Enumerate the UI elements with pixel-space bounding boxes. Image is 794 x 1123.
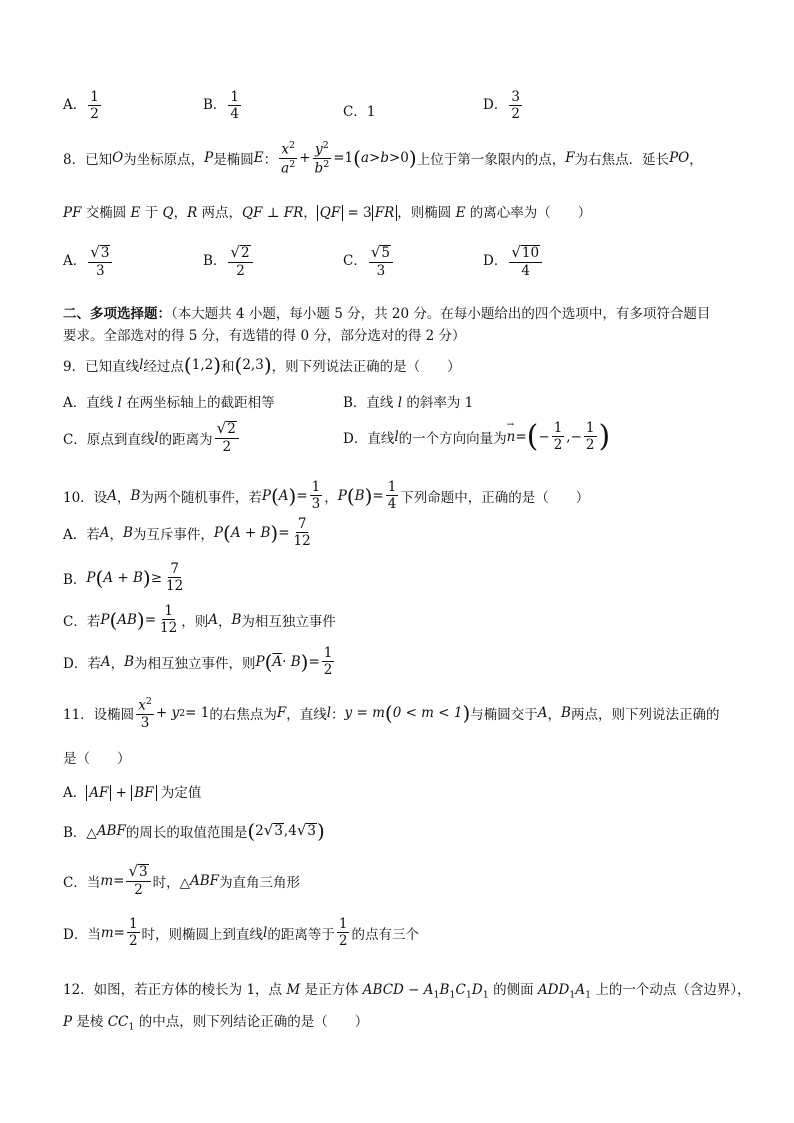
q9-option-a (63, 391, 275, 411)
q11-triangle-abf: ABF (190, 872, 220, 889)
q12-text: 的侧面 (488, 982, 538, 998)
q10-var-a: A (107, 487, 117, 504)
q9-option-d-num2: 1 (585, 420, 595, 436)
q9-option-d-den2: 2 (585, 437, 595, 454)
q9-option-d-text: 的一个方向向量为 (398, 430, 507, 447)
q10-pa-den: 3 (311, 496, 321, 513)
q10-var-a: A (208, 611, 218, 628)
q11-option-a-text: A． (63, 785, 87, 801)
q10-p: P (261, 487, 271, 504)
q9-option-d-num1: 1 (553, 420, 563, 436)
q7-option-d-fraction (509, 90, 522, 121)
q7-option-b (203, 90, 243, 121)
q12-text: 的中点，则下列结论正确的是（ ） (134, 1014, 369, 1030)
q7-option-b-numerator: 1 (230, 89, 240, 105)
q10-option-a-num: 7 (297, 516, 307, 532)
q7-option-a-fraction (88, 90, 101, 121)
q10-option-a-text: 为互斥事件， (132, 526, 214, 543)
q10-text: 下列命题中，正确的是（ ） (400, 489, 590, 506)
q10-pb-num: 1 (387, 479, 397, 495)
q8-text: 的离心率为（ ） (465, 205, 592, 221)
q8-abs-qf: QF (317, 205, 343, 221)
q11-text: ，直线 (286, 707, 327, 724)
q7-option-c (343, 100, 375, 120)
q11-text: 与椭圆交于 (470, 707, 538, 724)
q10-option-a-den: 12 (293, 533, 311, 550)
q11-eq: = (113, 924, 125, 941)
q11-var-m: m (100, 872, 114, 889)
q11-option-c-text: 为直角三角形 (219, 874, 301, 891)
q10-option-d-fraction (322, 646, 335, 677)
q8-option-c-denominator: 3 (376, 262, 386, 279)
q8-text: 为右焦点．延长 (574, 152, 670, 169)
q8-option-b (203, 245, 255, 278)
q10-option-d-complement: $\overline{A}$ (272, 653, 283, 670)
q7-option-d-label: D． (483, 97, 508, 114)
exam-page: A． $\frac{1}{2}$ B． $\frac{1}{4}$ C．1 D． $\frac{3}{2}$ 8．已知 O 为坐标原点， P 是椭圆 E ： $\frac{x^2}{a^2}$ + $\frac{y^2}{b^2}$ =1 ( a > b >0 ) 上位于第一象限内的点， F 为右焦点．延长 PO ， PF 交椭圆 E 于 Q，R 两点，QF ⊥ FR， QF = 3 FR ，则椭圆 E 的离心率为（ ） A． √ 3 3 B． √ 2 2 C． √ 5 3 D． √ 10 4 二、多项选择题：（本大题共 4 小题，每小题 5 分，共 20 分。在每小题给出的四个选项中，有多项符合题目 要求。全部选对的得 5 分，有选错的得 0 分，部分选对的得 2 分） 9．已知直线 l 经过点 ( 1,2 ) 和 ( 2,3 ) ，则下列说法正确的是（ ） A．直线 l 在两坐标轴上的截距相等 B．直线 l 的斜率为 1 C．原点到直线 l 的距离为 √ 2 2 D．直线 l 的一个方向向量为 → n = ( − $\frac{1}{2}$ ,− $\frac{1}{2}$ ) 10．设 A ， B 为两个随机事件，若 P ( A ) = $\frac{1}{3}$ ， P ( B ) = $\frac{1}{4}$ 下列命题中，正确的是（ ） A．若 A ， B 为互斥事件， P ( A + B ) = $\frac{7}{12}$ B． P ( A + B ) ≥ $\frac{7}{12}$ C．若 P ( AB ) = $\frac{1}{12}$ ，则 A ， B 为相互独立事件 D．若 A ， B 为相互独立事件，则 P ( $\overline{A}$ · B ) = $\frac{1}{2}$ 11．设椭圆 $\frac{x^2}{3}$ + y 2 = 1 的右焦点为 F ，直线 l ： y = m ( 0 < m < 1 ) 与椭圆交于 A ， B 两点，则下列说法正确的 是（ ） A． AF + BF 为定值 B．△ ABF 的周长的取值范围是 ( 2 √ 3 ,4 √ 3 ) C．当 m = √ 3 2 时，△ ABF 为直角三角形 D．当 m = $\frac{1}{2}$ 时，则椭圆上到直线 l 的距离等于 $\frac{1}{2}$ 的点有三个 12．如图，若正方体的棱长为 1，点 M 是正方体 ABCD − $A_1B_1C_1D_1$ 的侧面 $ADD_1A_1$ 上的一个动点（含边界）， P 是棱 $CC_1$ 的中点，则下列结论正确的是（ ） (0, 0, 794, 1123)
q8-text: 是椭圆 (213, 152, 254, 169)
q9-option-c-denominator: 2 (222, 438, 232, 455)
q11-var-m: m (100, 924, 114, 941)
q10-option-c-expr: AB (117, 611, 137, 628)
q11-den: 3 (140, 714, 150, 731)
q10-option-a-text: A．若 (63, 526, 100, 543)
section2-desc2: 要求。全部选对的得 5 分，有选错的得 0 分，部分选对的得 2 分） (63, 328, 466, 344)
q9-option-b (343, 391, 473, 411)
q10-option-a-expr: A + B (230, 524, 271, 541)
q8-var: Q (162, 205, 174, 221)
q10-option-d-text: 为相互独立事件，则 (134, 655, 256, 672)
q8-option-d-radicand: 10 (521, 245, 540, 261)
ellipse-y-term: $\frac{y^2}{b^2}$ (314, 140, 330, 177)
q11-eq: = 1 (185, 705, 210, 722)
q10-option-d-text: ， (110, 655, 125, 672)
q11-plus: + (111, 785, 132, 801)
q8-text: = 3 (343, 205, 372, 221)
q7-option-b-denominator: 4 (230, 106, 240, 123)
q9-option-c-fraction: √ 2 2 (215, 421, 239, 454)
q8-option-d-fraction: √ 10 4 (509, 245, 542, 278)
q8-var: R (187, 205, 198, 221)
q11-option-d-den2: 2 (338, 933, 348, 950)
q11-option-d-text: D．当 (63, 926, 101, 943)
q9-option-d: D．直线 l 的一个方向向量为 → n = ( − $\frac{1}{2}$ ,− $\frac{1}{2}$ ) (343, 421, 610, 452)
q11-range-coef: 2 (255, 823, 264, 839)
q9-option-a-text: A．直线 (63, 395, 118, 411)
q11-abs-bf: BF (131, 785, 156, 801)
q11-text: 是（ ） (63, 751, 131, 767)
q11-eq: = (113, 872, 125, 889)
q9-text: ，则下列说法正确的是（ ） (271, 359, 461, 375)
q11-option-d-fraction2 (337, 917, 350, 948)
q10-pa-num: 1 (311, 479, 321, 495)
q10-option-b-expr: A + B (103, 569, 143, 586)
q11-range-rad1: 3 (274, 823, 283, 840)
q12-face-name: ADD (537, 982, 570, 998)
q12-var-m: M (286, 982, 301, 998)
q10-text: ， (324, 489, 338, 506)
q11-option-d-text: 的点有三个 (351, 926, 419, 943)
q11-x: x (138, 697, 146, 714)
q9-option-c-radicand: 2 (227, 421, 236, 437)
q10-p: P (337, 487, 347, 504)
q8-text: 交椭圆 (81, 205, 131, 221)
q12-text: 上的一个动点（含边界）， (591, 982, 751, 998)
q11-var-a: A (537, 705, 548, 722)
q11-option-b-text: B．△ (63, 825, 97, 841)
q9-option-b-text: B．直线 (343, 395, 398, 411)
q11-var-l: l (263, 924, 268, 941)
q8-option-a-radicand: 3 (100, 245, 110, 261)
q8-var-o: O (112, 150, 124, 167)
q10-eq: = (372, 487, 384, 504)
q9-text: 经过点 (143, 359, 184, 375)
q8-text: ， (689, 152, 703, 169)
q8-option-b-label: B． (203, 253, 227, 269)
q11-option-b-text: 的周长的取值范围是 (125, 825, 248, 841)
q11-option-d-text: 的距离等于 (267, 926, 335, 943)
q10-pb-arg: B (354, 487, 365, 504)
q11-text: 11．设椭圆 (63, 707, 135, 724)
section2-desc1: （本大题共 4 小题，每小题 5 分，共 20 分。在每小题给出的四个选项中，有多项符合题目 (171, 306, 711, 322)
q11-range-sep: ,4 (283, 823, 297, 839)
q9-option-d-frac2 (584, 421, 597, 452)
q11-option-c-den: 2 (134, 881, 143, 898)
q11-abs-af: AF (86, 785, 111, 801)
q8-text: ， (303, 205, 317, 221)
q8-option-b-radicand: 2 (240, 245, 250, 261)
q11-triangle-abf: ABF (96, 823, 126, 839)
q10-option-d-num: 1 (323, 645, 333, 661)
q9-point1: 1,2 (191, 357, 214, 373)
q9-option-a-text: 在两坐标轴上的截距相等 (121, 395, 275, 411)
q7-option-d (483, 90, 524, 121)
q10-pb-den: 4 (387, 496, 397, 513)
q11-option-c-text: C．当 (63, 874, 101, 891)
q8-option-a-fraction: √ 3 3 (88, 245, 112, 278)
q10-var-b: B (123, 524, 133, 541)
q7-option-d-numerator: 3 (511, 89, 520, 105)
q10-option-c-text: C．若 (63, 613, 101, 630)
q8-abs-fr: FR (372, 205, 398, 221)
q8-var: PF (63, 205, 82, 221)
q8-option-d (483, 245, 544, 278)
q7-option-c-label: C． (343, 104, 367, 120)
q10-option-a-fraction (292, 517, 313, 548)
q8-text: ： (263, 152, 278, 169)
q12-var-p: P (63, 1014, 73, 1030)
q9-text: 和 (221, 359, 235, 375)
q11-option-d-num2: 1 (338, 916, 348, 932)
q10-option-c-text: ， (217, 613, 232, 630)
q9-var-l: l (154, 429, 159, 446)
q8-text: 两点， (197, 205, 243, 221)
q10-option-c-den: 12 (160, 620, 178, 637)
q7-option-d-denominator: 2 (511, 106, 520, 123)
q11-option-d-num: 1 (128, 916, 138, 932)
q11-option-d-fraction (127, 917, 140, 948)
q7-option-a-label: A． (63, 97, 87, 114)
q8-var-e: E (253, 150, 264, 167)
q10-pb-fraction (386, 480, 399, 511)
q11-y-term: + y (155, 705, 180, 722)
q9-var-l: l (117, 395, 122, 411)
q8-text: 8．已知 (63, 152, 113, 169)
q10-option-b-num: 7 (170, 561, 179, 577)
q10-var-a: A (99, 524, 110, 541)
q11-var-f: F (276, 705, 287, 722)
q11-var-b: B (561, 705, 571, 722)
q9-option-d-frac1 (552, 421, 565, 452)
q8-option-d-denominator: 4 (521, 262, 530, 279)
q9-equals: = (515, 428, 527, 445)
q10-option-c-num: 1 (164, 603, 173, 619)
q10-var-b: B (130, 487, 141, 504)
q9-option-b-text: 的斜率为 1 (402, 395, 474, 411)
q8-option-d-label: D． (483, 253, 508, 269)
q9-option-d-text: D．直线 (343, 430, 395, 447)
q10-text: 10．设 (63, 489, 108, 506)
q8-var-f: F (565, 150, 575, 167)
q10-text: ， (116, 489, 131, 506)
q11-option-a-text: 为定值 (156, 785, 202, 801)
q10-pa-fraction (310, 480, 323, 511)
q11-text: 的右焦点为 (209, 707, 277, 724)
q9-option-d-den1: 2 (553, 437, 563, 454)
q10-option-b-den: 12 (166, 578, 184, 595)
q11-line-eq: y = m (344, 705, 385, 722)
q8-text: 于 (140, 205, 163, 221)
q11-text: ： (331, 707, 345, 724)
q10-option-a-text: ， (109, 526, 123, 543)
q8-text: 上位于第一象限内的点， (416, 152, 566, 169)
q8-text: 为坐标原点， (123, 152, 205, 169)
q8-option-a-label: A． (63, 253, 87, 269)
q7-option-c-value: 1 (366, 104, 376, 120)
q8-option-c (343, 245, 395, 278)
q8-var: E (455, 205, 466, 221)
q10-text: 为两个随机事件，若 (140, 489, 262, 506)
q8-var: E (130, 205, 141, 221)
q12-text: 是正方体 (300, 982, 363, 998)
q9-vector-n: → n (507, 429, 516, 445)
q11-text: ， (547, 707, 562, 724)
q8-var-p: P (204, 150, 214, 167)
q9-option-c-text: 的距离为 (158, 431, 213, 448)
q8-text: ， (173, 205, 188, 221)
q10-option-d-expr: · B (282, 653, 301, 670)
q8-text: ，则椭圆 (397, 205, 456, 221)
q8-option-a (63, 245, 114, 278)
q12-text: 是棱 (72, 1014, 108, 1030)
q11-range-rad2: 3 (307, 823, 316, 840)
q10-option-c-fraction (158, 604, 179, 635)
section2-title: 二、多项选择题： (63, 306, 171, 322)
q11-var-l: l (326, 705, 332, 722)
q7-option-b-fraction (228, 90, 241, 121)
q8-option-b-fraction: √ 2 2 (228, 245, 252, 278)
q11-range: 0 < m < 1 (392, 705, 463, 722)
ellipse-x-term: $\frac{x^2}{a^2}$ (281, 140, 296, 177)
q12-text: 12．如图，若正方体的棱长为 1，点 (63, 982, 287, 998)
q11-ellipse-x-term: $\frac{x^2}{3}$ (138, 696, 152, 731)
q9-var-l: l (394, 428, 399, 445)
q8-option-c-radicand: 5 (381, 245, 390, 261)
q9-var-l: l (139, 357, 144, 373)
q8-option-b-denominator: 2 (236, 262, 245, 279)
q11-option-c-fraction: √ 3 2 (126, 864, 150, 897)
q11-text: 两点，则下列说法正确的 (570, 707, 720, 724)
q10-option-c-text: 为相互独立事件 (241, 613, 336, 630)
q10-var-b: B (231, 611, 242, 628)
q8-option-a-denominator: 3 (96, 262, 105, 279)
q9-option-c (63, 421, 241, 454)
q11-option-d-den: 2 (128, 933, 138, 950)
q8-option-c-label: C． (343, 253, 367, 269)
q11-option-c-radicand: 3 (139, 864, 148, 880)
q8-option-c-fraction: √ 5 3 (369, 245, 393, 278)
q9-text: 9．已知直线 (63, 359, 140, 375)
q9-point2: 2,3 (242, 357, 264, 373)
q8-var-po: PO (669, 150, 690, 167)
q11-option-d-text: 时，则椭圆上到直线 (141, 926, 264, 943)
q9-var-l: l (397, 395, 403, 411)
q10-option-d-den: 2 (323, 662, 333, 679)
q10-eq: = (296, 487, 308, 504)
q10-var-a: A (100, 653, 111, 670)
q8-perp-expr: QF ⊥ FR (242, 205, 304, 221)
q10-var-b: B (124, 653, 134, 670)
q12-edge-cc: CC (107, 1014, 129, 1030)
q10-option-c-text: ，则 (181, 613, 209, 630)
q11-option-c-text: 时，△ (152, 874, 191, 891)
q12-cube-name: ABCD − A (362, 982, 434, 998)
q7-option-a-numerator: 1 (90, 89, 99, 105)
q10-pa-arg: A (278, 487, 289, 504)
q7-option-a-denominator: 2 (90, 106, 99, 123)
q10-option-d-text: D．若 (63, 655, 101, 672)
q7-option-a (63, 90, 103, 121)
q9-option-c-text: C．原点到直线 (63, 431, 155, 448)
q10-option-b-text: B． (63, 571, 87, 588)
q7-option-b-label: B． (203, 97, 227, 114)
q10-option-b-fraction (164, 562, 185, 593)
